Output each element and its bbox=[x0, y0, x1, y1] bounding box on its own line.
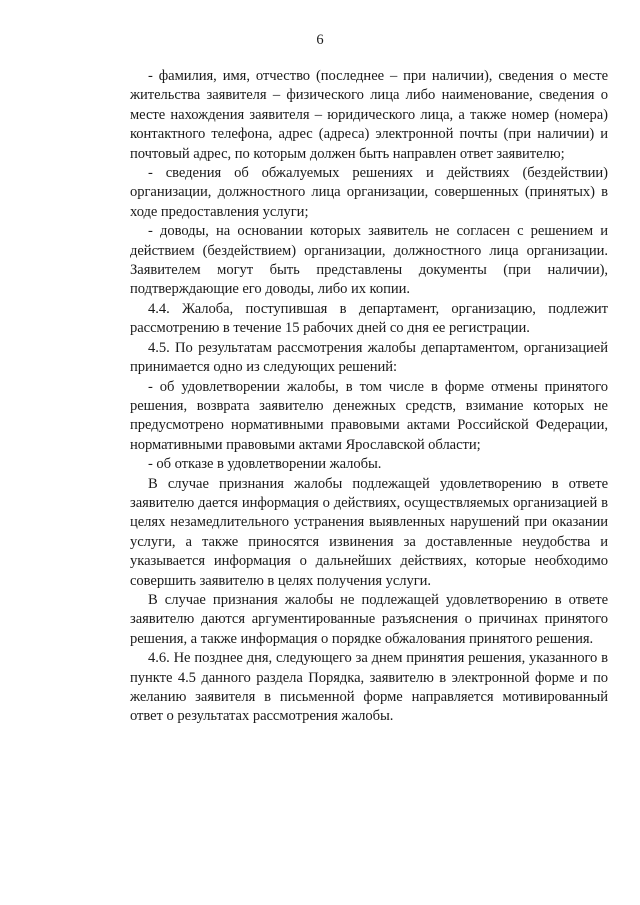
paragraph-4-4: 4.4. Жалоба, поступившая в департамент, организацию, подлежит рассмотрению в течение 15 рабочих дней со дня ее регистрации. bbox=[130, 300, 608, 337]
page-number: 6 bbox=[316, 32, 324, 48]
paragraph-appealed-decisions: - сведения об обжалуемых решениях и действиях (бездействии) организации, должностного лица организации, совершенных (принятых) в ходе предоставления услуги; bbox=[130, 165, 608, 220]
paragraph-complaint-rejected: В случае признания жалобы не подлежащей удовлетворению в ответе заявителю даются аргументированные разъяснения о причинах принятого решения, а также информация о порядке обжалования принятого решения. bbox=[130, 591, 608, 647]
paragraph-arguments: - доводы, на основании которых заявитель не согласен с решением и действием (бездействием) организации, должностного лица организации. Заявителем могут быть представлены документы (при наличии), подтверждающие его доводы, либо их копии. bbox=[130, 223, 608, 298]
paragraph-decision-refuse: - об отказе в удовлетворении жалобы. bbox=[148, 456, 382, 473]
paragraph-4-6: 4.6. Не позднее дня, следующего за днем принятия решения, указанного в пункте 4.5 данного раздела Порядка, заявителю в электронной форме и по желанию заявителя в письменной форме направляется мотивированный ответ о результатах рассмотрения жалобы. bbox=[130, 650, 608, 725]
paragraph-decision-satisfy: - об удовлетворении жалобы, в том числе в форме отмены принятого решения, возврата заявителю денежных средств, взимание которых не предусмотрено нормативными правовыми актами Российской Федерации, нормативными правовыми актами Ярославской области; bbox=[130, 378, 608, 453]
paragraph-complaint-satisfied: В случае признания жалобы подлежащей удовлетворению в ответе заявителю дается информация о действиях, осуществляемых организацией в целях незамедлительного устранения выявленных нарушений при оказании услуги, а также приносятся извинения за доставленные неудобства и указывается информация о дальнейших действиях, которые необходимо совершить заявителю в целях получения услуги. bbox=[130, 475, 608, 589]
paragraph-applicant-details: - фамилия, имя, отчество (последнее – при наличии), сведения о месте жительства заявителя – физического лица либо наименование, сведения о месте нахождения заявителя – юридического лица, а также номер (номера) контактного телефона, адрес (адреса) электронной почты (при наличии) и почтовый адрес, по которым должен быть направлен ответ заявителю; bbox=[130, 68, 608, 162]
paragraph-4-5: 4.5. По результатам рассмотрения жалобы департаментом, организацией принимается одно из следующих решений: bbox=[130, 339, 608, 376]
document-body bbox=[130, 67, 608, 727]
